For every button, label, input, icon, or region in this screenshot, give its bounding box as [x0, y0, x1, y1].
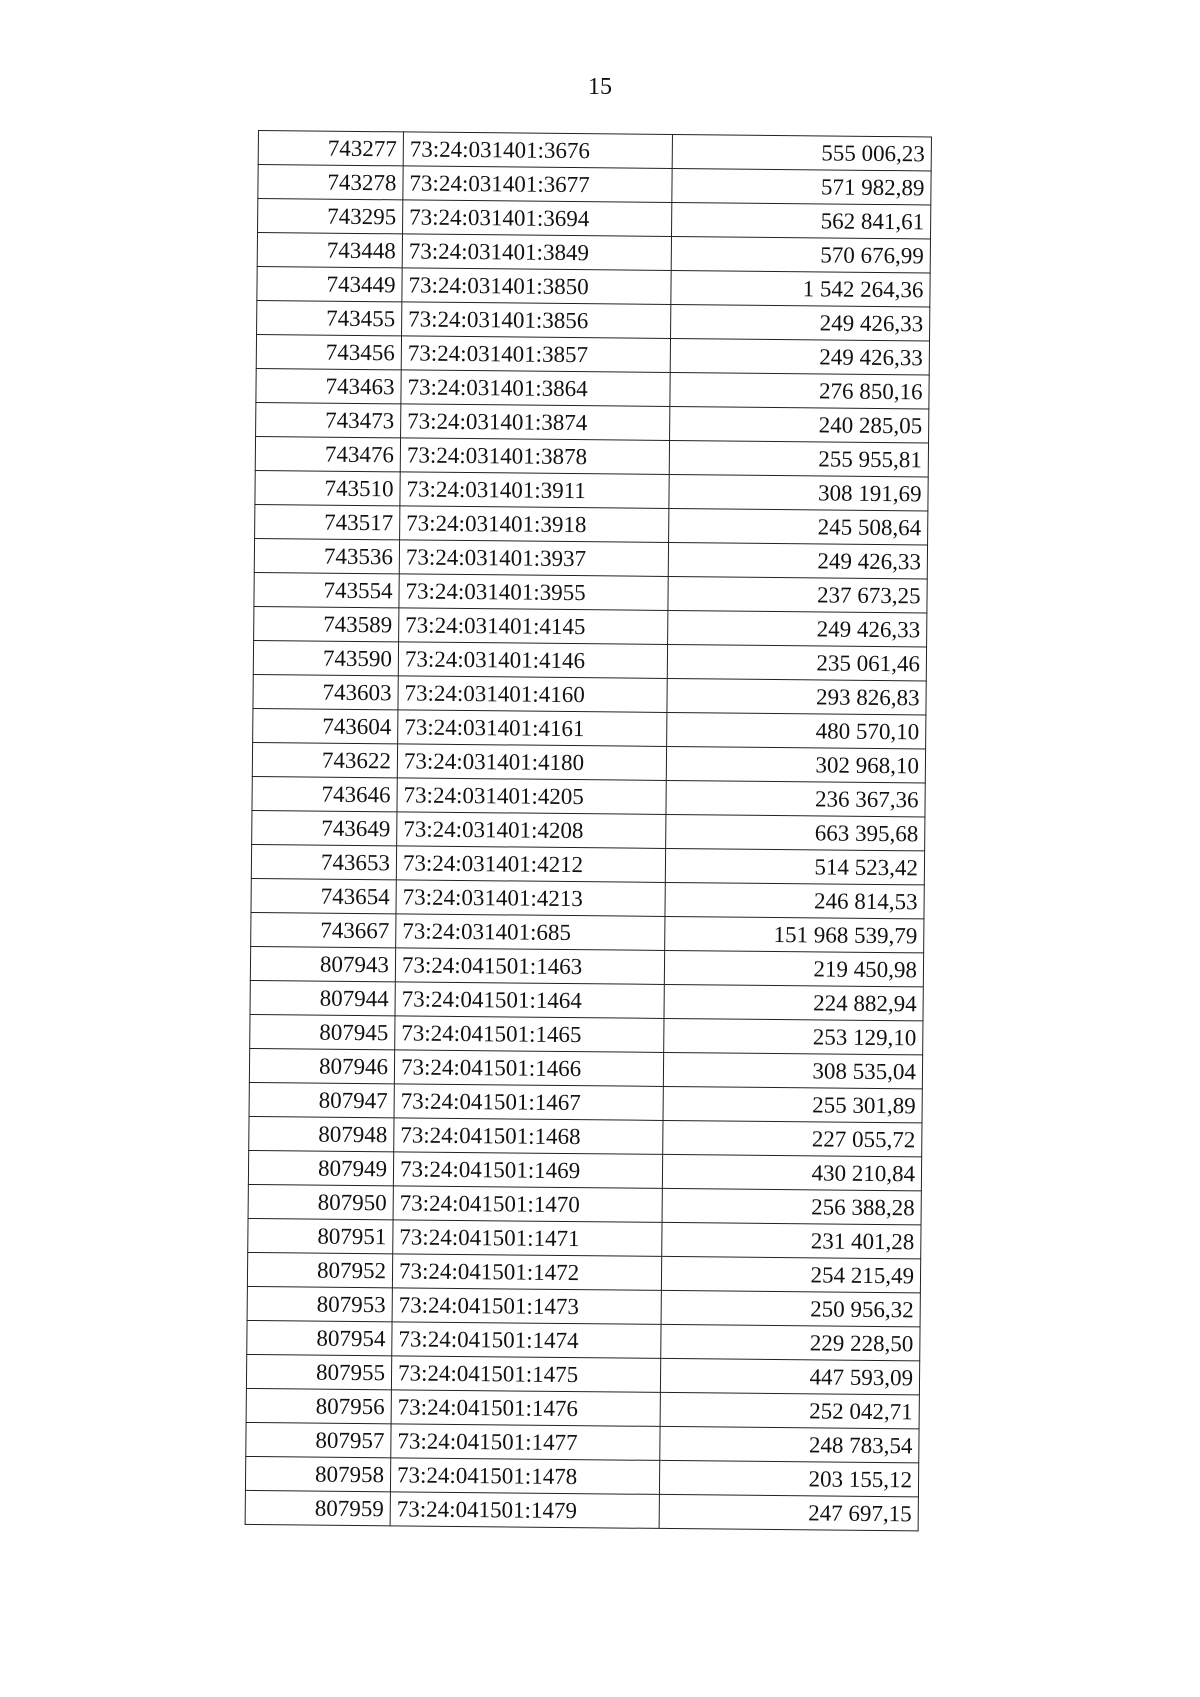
- table-row: [255, 504, 928, 544]
- cadastral-number-cell: 73:24:031401:4160: [398, 676, 667, 713]
- row-number-cell: 743455: [257, 300, 402, 335]
- cadastral-value-cell: 256 388,28: [662, 1188, 921, 1224]
- cadastral-value-cell: 308 191,69: [669, 474, 928, 510]
- cadastral-number-cell: 73:24:041501:1473: [392, 1288, 661, 1325]
- cadastral-number-cell: 73:24:031401:4212: [396, 846, 665, 883]
- table-row: [248, 1184, 921, 1224]
- cadastral-number-cell: 73:24:031401:3864: [401, 370, 670, 407]
- cadastral-value-cell: 480 570,10: [667, 712, 926, 748]
- cadastral-value-cell: 249 426,33: [670, 338, 929, 374]
- cadastral-value-cell: 249 426,33: [671, 304, 930, 340]
- cadastral-value-cell: 249 426,33: [668, 542, 927, 578]
- cadastral-number-cell: 73:24:041501:1476: [391, 1390, 660, 1427]
- row-number-cell: 743510: [255, 470, 400, 505]
- cadastral-number-cell: 73:24:041501:1463: [395, 948, 664, 985]
- row-number-cell: 807953: [247, 1286, 392, 1321]
- cadastral-value-cell: 276 850,16: [670, 372, 929, 408]
- row-number-cell: 743604: [253, 708, 398, 743]
- row-number-cell: 743476: [255, 436, 400, 471]
- cadastral-number-cell: 73:24:031401:3918: [400, 506, 669, 543]
- table-row: [246, 1354, 919, 1394]
- cadastral-number-cell: 73:24:031401:4146: [398, 642, 667, 679]
- table-row: [255, 470, 928, 510]
- table-row: [249, 1116, 922, 1156]
- table-row: [250, 1014, 923, 1054]
- table-row: [253, 708, 926, 748]
- cadastral-number-cell: 73:24:041501:1467: [394, 1084, 663, 1121]
- cadastral-value-cell: 249 426,33: [668, 610, 927, 646]
- cadastral-number-cell: 73:24:041501:1474: [392, 1322, 661, 1359]
- cadastral-value-cell: 1 542 264,36: [671, 270, 930, 306]
- row-number-cell: 807950: [248, 1184, 393, 1219]
- cadastral-value-cell: 227 055,72: [663, 1120, 922, 1156]
- row-number-cell: 807958: [245, 1456, 390, 1491]
- table-row: [254, 572, 927, 612]
- table-row: [254, 538, 927, 578]
- row-number-cell: 807948: [249, 1116, 394, 1151]
- table-row: [257, 233, 930, 273]
- cadastral-value-cell: 248 783,54: [660, 1426, 919, 1462]
- table-row: [256, 402, 929, 442]
- cadastral-number-cell: 73:24:041501:1468: [394, 1118, 663, 1155]
- cadastral-number-cell: 73:24:041501:1464: [395, 982, 664, 1019]
- row-number-cell: 743448: [257, 233, 402, 268]
- table-row: [251, 844, 924, 884]
- cadastral-value-cell: 555 006,23: [672, 134, 931, 170]
- cadastral-number-cell: 73:24:031401:4213: [396, 880, 665, 917]
- cadastral-value-cell: 302 968,10: [666, 746, 925, 782]
- table-row: [252, 810, 925, 850]
- cadastral-number-cell: 73:24:031401:4180: [397, 744, 666, 781]
- row-number-cell: 743649: [252, 810, 397, 845]
- table-row: [255, 436, 928, 476]
- table-row: [258, 131, 931, 171]
- cadastral-number-cell: 73:24:041501:1466: [394, 1050, 663, 1087]
- row-number-cell: 743589: [254, 606, 399, 641]
- row-number-cell: 743277: [258, 131, 403, 166]
- cadastral-number-cell: 73:24:041501:1475: [391, 1356, 660, 1393]
- cadastral-value-cell: 254 215,49: [661, 1256, 920, 1292]
- cadastral-number-cell: 73:24:041501:1470: [393, 1186, 662, 1223]
- cadastral-number-cell: 73:24:031401:3874: [401, 404, 670, 441]
- row-number-cell: 743536: [254, 538, 399, 573]
- cadastral-value-cell: 571 982,89: [672, 168, 931, 204]
- row-number-cell: 807954: [247, 1320, 392, 1355]
- row-number-cell: 743603: [253, 674, 398, 709]
- table-row: [258, 199, 931, 239]
- cadastral-value-cell: 250 956,32: [661, 1290, 920, 1326]
- table-row: [250, 980, 923, 1020]
- cadastral-value-cell: 562 841,61: [671, 202, 930, 238]
- row-number-cell: 743449: [257, 266, 402, 301]
- cadastral-value-cell: 237 673,25: [668, 576, 927, 612]
- table-row: [256, 368, 929, 408]
- cadastral-value-cell: 253 129,10: [664, 1018, 923, 1054]
- row-number-cell: 743473: [256, 402, 401, 437]
- cadastral-number-cell: 73:24:031401:685: [396, 914, 665, 951]
- cadastral-value-cell: 231 401,28: [662, 1222, 921, 1258]
- table-row: [248, 1150, 921, 1190]
- cadastral-number-cell: 73:24:031401:3850: [402, 268, 671, 305]
- row-number-cell: 743278: [258, 165, 403, 200]
- cadastral-number-cell: 73:24:031401:3857: [401, 336, 670, 373]
- row-number-cell: 743295: [258, 199, 403, 234]
- cadastral-value-cell: 663 395,68: [666, 814, 925, 850]
- cadastral-value-cell: 246 814,53: [665, 882, 924, 918]
- cadastral-number-cell: 73:24:041501:1479: [390, 1492, 659, 1529]
- cadastral-value-cell: 252 042,71: [660, 1392, 919, 1428]
- row-number-cell: 743554: [254, 572, 399, 607]
- row-number-cell: 743653: [251, 844, 396, 879]
- row-number-cell: 807945: [250, 1014, 395, 1049]
- row-number-cell: 807957: [246, 1422, 391, 1457]
- table-row: [250, 946, 923, 986]
- cadastral-number-cell: 73:24:031401:4161: [398, 710, 667, 747]
- row-number-cell: 807959: [245, 1490, 390, 1525]
- table-row: [252, 742, 925, 782]
- cadastral-number-cell: 73:24:031401:3955: [399, 574, 668, 611]
- cadastral-value-cell: 514 523,42: [665, 848, 924, 884]
- table-row: [249, 1082, 922, 1122]
- row-number-cell: 807951: [248, 1218, 393, 1253]
- row-number-cell: 807955: [246, 1354, 391, 1389]
- cadastral-value-cell: 219 450,98: [664, 950, 923, 986]
- cadastral-value-cell: 203 155,12: [659, 1460, 918, 1496]
- cadastral-number-cell: 73:24:031401:3677: [403, 166, 672, 203]
- row-number-cell: 807956: [246, 1388, 391, 1423]
- table-row: [251, 912, 924, 952]
- row-number-cell: 743463: [256, 368, 401, 403]
- cadastral-value-cell: 447 593,09: [660, 1358, 919, 1394]
- cadastral-value-cell: 229 228,50: [661, 1324, 920, 1360]
- cadastral-value-cell: 430 210,84: [662, 1154, 921, 1190]
- cadastral-value-cell: 240 285,05: [670, 406, 929, 442]
- table-row: [246, 1422, 919, 1462]
- table-row: [247, 1252, 920, 1292]
- cadastral-value-cell: 245 508,64: [669, 508, 928, 544]
- cadastral-value-cell: 255 955,81: [669, 440, 928, 476]
- cadastral-number-cell: 73:24:041501:1478: [390, 1458, 659, 1495]
- row-number-cell: 743590: [253, 640, 398, 675]
- cadastral-value-cell: 247 697,15: [659, 1494, 918, 1530]
- cadastral-number-cell: 73:24:031401:4208: [397, 812, 666, 849]
- table-row: [247, 1286, 920, 1326]
- table-row: [252, 776, 925, 816]
- cadastral-value-cell: 236 367,36: [666, 780, 925, 816]
- cadastral-number-cell: 73:24:041501:1465: [395, 1016, 664, 1053]
- cadastral-number-cell: 73:24:031401:3937: [399, 540, 668, 577]
- row-number-cell: 743622: [252, 742, 397, 777]
- table-body: [245, 131, 931, 1531]
- table-row: [254, 606, 927, 646]
- document-sheet: [245, 130, 932, 1531]
- cadastral-number-cell: 73:24:031401:3694: [403, 200, 672, 237]
- table-row: [251, 878, 924, 918]
- cadastral-number-cell: 73:24:041501:1471: [393, 1220, 662, 1257]
- cadastral-number-cell: 73:24:041501:1477: [391, 1424, 660, 1461]
- table-row: [253, 640, 926, 680]
- page-number: 15: [588, 74, 612, 100]
- table-row: [245, 1490, 918, 1530]
- cadastral-number-cell: 73:24:031401:3849: [402, 234, 671, 271]
- row-number-cell: 807943: [250, 946, 395, 981]
- cadastral-value-cell: 224 882,94: [664, 984, 923, 1020]
- table-row: [257, 300, 930, 340]
- table-row: [256, 334, 929, 374]
- row-number-cell: 743667: [251, 912, 396, 947]
- cadastral-value-cell: 293 826,83: [667, 678, 926, 714]
- table-row: [253, 674, 926, 714]
- row-number-cell: 743654: [251, 878, 396, 913]
- table-row: [247, 1320, 920, 1360]
- row-number-cell: 807947: [249, 1082, 394, 1117]
- table-row: [249, 1048, 922, 1088]
- cadastral-value-cell: 255 301,89: [663, 1086, 922, 1122]
- table-row: [245, 1456, 918, 1496]
- cadastral-value-cell: 235 061,46: [667, 644, 926, 680]
- row-number-cell: 807946: [249, 1048, 394, 1083]
- cadastral-number-cell: 73:24:031401:3856: [402, 302, 671, 339]
- cadastral-number-cell: 73:24:031401:3676: [403, 132, 672, 169]
- cadastral-number-cell: 73:24:031401:3911: [400, 472, 669, 509]
- row-number-cell: 743456: [256, 334, 401, 369]
- row-number-cell: 807944: [250, 980, 395, 1015]
- cadastral-value-cell: 570 676,99: [671, 236, 930, 272]
- table-row: [257, 266, 930, 306]
- cadastral-number-cell: 73:24:041501:1469: [393, 1152, 662, 1189]
- cadastral-value-cell: 308 535,04: [663, 1052, 922, 1088]
- table-row: [258, 165, 931, 205]
- cadastral-number-cell: 73:24:041501:1472: [392, 1254, 661, 1291]
- table-row: [248, 1218, 921, 1258]
- cadastral-number-cell: 73:24:031401:4145: [399, 608, 668, 645]
- row-number-cell: 807949: [248, 1150, 393, 1185]
- row-number-cell: 807952: [247, 1252, 392, 1287]
- cadastral-number-cell: 73:24:031401:3878: [400, 438, 669, 475]
- row-number-cell: 743517: [255, 504, 400, 539]
- cadastral-value-cell: 151 968 539,79: [665, 916, 924, 952]
- row-number-cell: 743646: [252, 776, 397, 811]
- cadastral-value-table: [245, 130, 932, 1531]
- cadastral-number-cell: 73:24:031401:4205: [397, 778, 666, 815]
- table-row: [246, 1388, 919, 1428]
